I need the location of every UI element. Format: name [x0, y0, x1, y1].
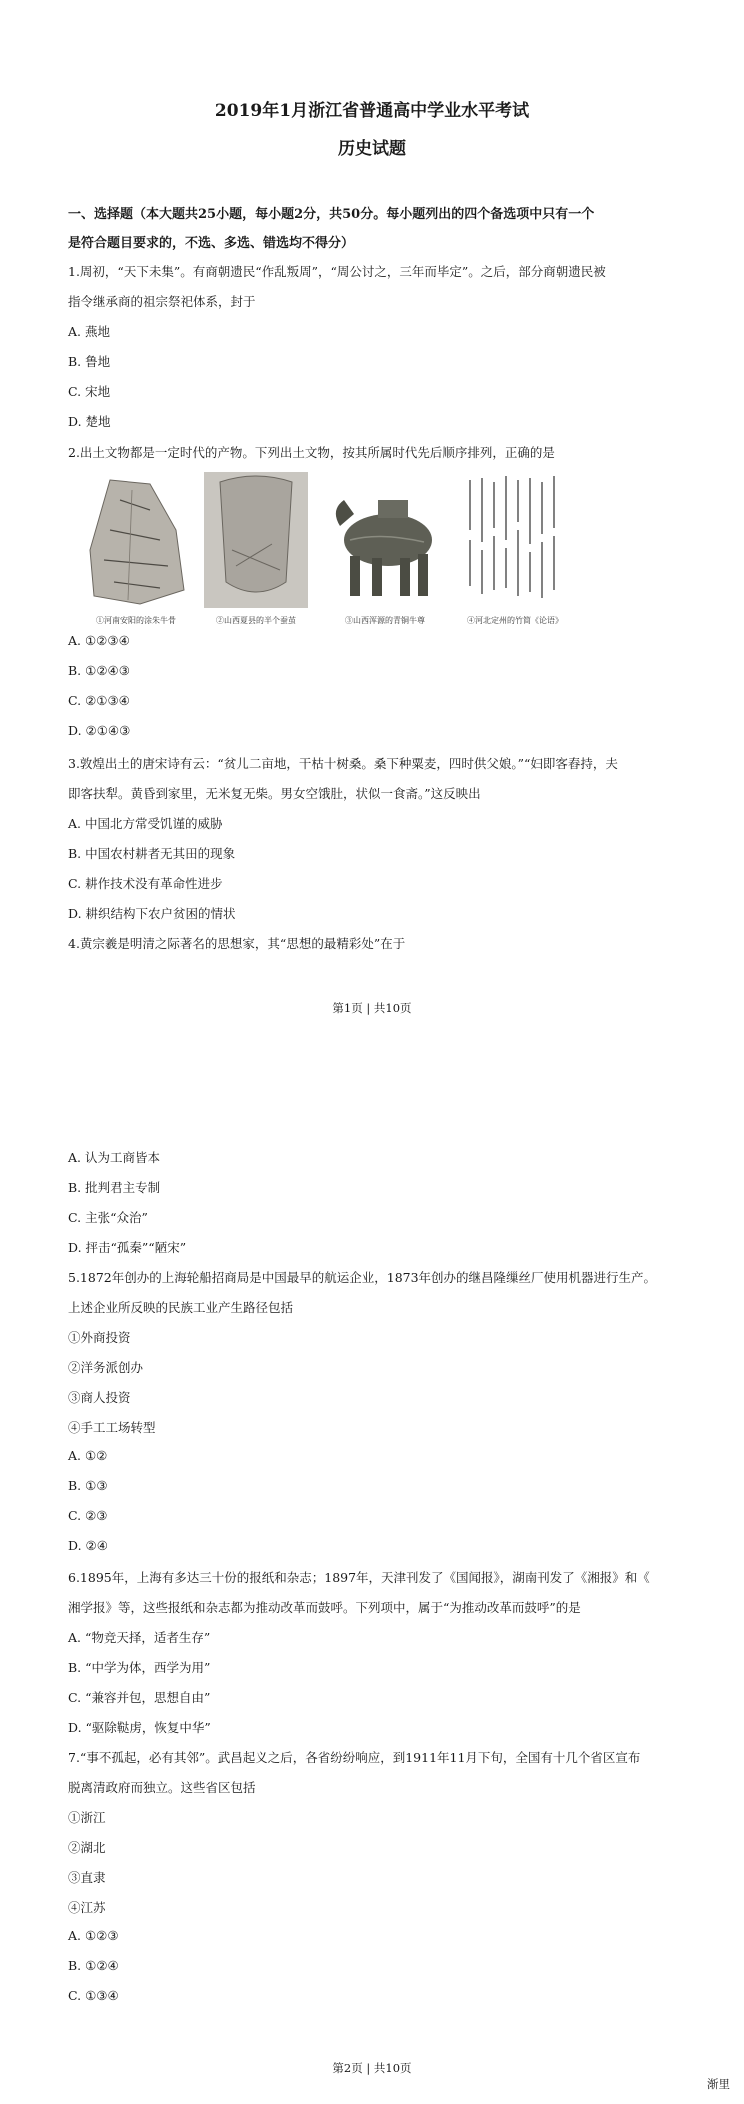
page-2-footer: 第2页 | 共10页: [332, 2061, 412, 2075]
q7-option-b: B. ①②④: [68, 1958, 119, 1973]
q5-item-4: ④手工工场转型: [68, 1420, 156, 1435]
artifact-bronze-ox: [320, 470, 450, 626]
q5-item-1: ①外商投资: [68, 1330, 131, 1345]
q5-option-b: B. ①③: [68, 1478, 108, 1493]
q4-option-b: B. 批判君主专制: [68, 1180, 161, 1195]
q5-option-d: D. ②④: [68, 1538, 108, 1553]
q2-option-d: D. ②①④③: [68, 723, 131, 738]
section-heading-line-1: 一、选择题（本大题共25小题，每小题2分，共50分。每小题列出的四个备选项中只有一个: [68, 207, 595, 222]
q7-item-4: ④江苏: [68, 1900, 106, 1915]
q6-option-a: A. “物竞天择，适者生存”: [68, 1630, 211, 1645]
q2-option-a: A. ①②③④: [68, 633, 130, 648]
q4-option-d: D. 抨击“孤秦”“陋宋”: [68, 1240, 187, 1255]
exam-title: 2019年1月浙江省普通高中学业水平考试: [214, 101, 530, 121]
artifact-bamboo-slips: [460, 470, 570, 626]
cocoon-image: [202, 470, 310, 610]
q3-stem-line-1: 3.敦煌出土的唐宋诗有云：“贫儿二亩地，干枯十树桑。桑下种粟麦，四时供父娘。”“妇即客舂持，夫: [68, 756, 618, 771]
q3-option-a: A. 中国北方常受饥谨的威胁: [68, 816, 223, 831]
q6-option-c: C. “兼容并包，思想自由”: [68, 1690, 211, 1705]
q7-item-1: ①浙江: [68, 1810, 106, 1825]
q4-option-c: C. 主张“众治”: [68, 1210, 148, 1225]
q2-artifact-figures: [80, 470, 570, 626]
q6-stem-line-1: 6.1895年，上海有多达三十份的报纸和杂志；1897年，天津刊发了《国闻报》，湖南刊发了《湘报》和《: [68, 1570, 650, 1585]
q7-stem-line-1: 7.“事不孤起，必有其邻”。武昌起义之后，各省纷纷响应，到1911年11月下旬，全国有十几个省区宣布: [68, 1750, 641, 1765]
q7-item-3: ③直隶: [68, 1870, 106, 1885]
q1-option-d: D. 楚地: [68, 414, 111, 429]
q2-option-b: B. ①②④③: [68, 663, 130, 678]
caption-2: ②山西夏县的半个蚕茧: [216, 616, 296, 625]
q6-stem-line-2: 湘学报》等，这些报纸和杂志都为推动改革而鼓呼。下列项中，属于“为推动改革而鼓呼”的是: [68, 1600, 581, 1615]
corner-watermark-text: 渐里: [707, 2077, 730, 2091]
q7-option-c: C. ①③④: [68, 1988, 119, 2003]
artifact-ox-bone: [80, 470, 192, 626]
q3-option-b: B. 中国农村耕者无其田的现象: [68, 846, 236, 861]
q1-stem-line-2: 指令继承商的祖宗祭祀体系，封于: [68, 294, 256, 309]
q5-item-2: ②洋务派创办: [68, 1360, 144, 1375]
q5-option-a: A. ①②: [68, 1448, 108, 1463]
q1-option-a: A. 燕地: [68, 324, 110, 339]
q3-option-d: D. 耕织结构下农户贫困的情状: [68, 906, 236, 921]
bamboo-slips-image: [460, 470, 570, 610]
q7-stem-line-2: 脱离清政府而独立。这些省区包括: [68, 1780, 256, 1795]
caption-1: ①河南安阳的涂朱牛骨: [96, 616, 176, 625]
q6-option-b: B. “中学为体，西学为用”: [68, 1660, 211, 1675]
page-1-footer: 第1页 | 共10页: [332, 1001, 412, 1015]
q7-option-a: A. ①②③: [68, 1928, 119, 1943]
q7-item-2: ②湖北: [68, 1840, 106, 1855]
q4-option-a: A. 认为工商皆本: [68, 1150, 160, 1165]
q1-option-b: B. 鲁地: [68, 354, 111, 369]
q3-stem-line-2: 即客扶犁。黄昏到家里，无米复无柴。男女空饿肚，状似一食斋。”这反映出: [68, 786, 481, 801]
q5-stem-line-1: 5.1872年创办的上海轮船招商局是中国最早的航运企业，1873年创办的继昌隆缫丝厂使用机器进行生产。: [68, 1270, 657, 1285]
q1-option-c: C. 宋地: [68, 384, 111, 399]
q6-option-d: D. “驱除鞑虏，恢复中华”: [68, 1720, 211, 1735]
section-heading-line-2: 是符合题目要求的，不选、多选、错选均不得分）: [68, 236, 355, 251]
q5-item-3: ③商人投资: [68, 1390, 131, 1405]
q4-stem: 4.黄宗羲是明清之际著名的思想家，其“思想的最精彩处”在于: [68, 936, 406, 951]
q5-option-c: C. ②③: [68, 1508, 108, 1523]
exam-page-2: [0, 1140, 744, 2104]
q5-stem-line-2: 上述企业所反映的民族工业产生路径包括: [68, 1300, 294, 1315]
q2-option-c: C. ②①③④: [68, 693, 130, 708]
q2-stem: 2.出土文物都是一定时代的产物。下列出土文物，按其所属时代先后顺序排列，正确的是: [68, 445, 555, 460]
q1-stem-line-1: 1.周初，“天下未集”。有商朝遗民“作乱叛周”，“周公讨之，三年而毕定”。之后，部分商朝遗民被: [68, 264, 606, 279]
ox-bone-image: [80, 470, 192, 610]
q3-option-c: C. 耕作技术没有革命性进步: [68, 876, 223, 891]
artifact-cocoon: [202, 470, 310, 626]
exam-subtitle: 历史试题: [338, 139, 406, 159]
caption-4: ④河北定州的竹简《论语》: [467, 616, 563, 625]
caption-3: ③山西浑源的青铜牛尊: [345, 616, 425, 625]
bronze-ox-image: [320, 470, 450, 610]
